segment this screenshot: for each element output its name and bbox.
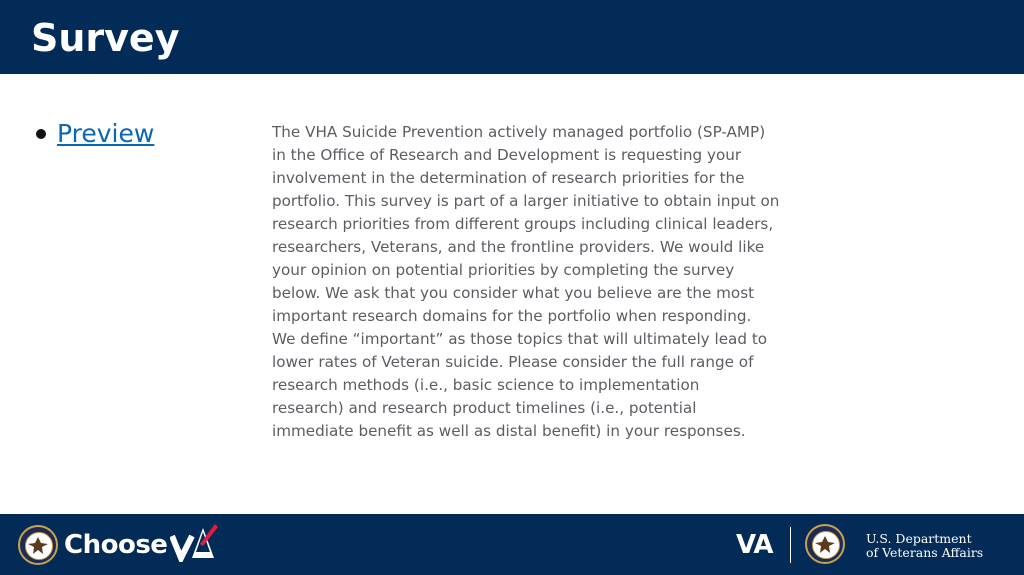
description-line: research) and research product timelines (i.e., potential: [272, 399, 697, 417]
va-logo-mark: VA: [736, 530, 773, 560]
description-line: research priorities from different groups including clinical leaders,: [272, 215, 774, 233]
description-line: below. We ask that you consider what you believe are the most: [272, 284, 755, 302]
description-line: involvement in the determination of research priorities for the: [272, 169, 745, 187]
bullet-list-item: [36, 118, 154, 150]
description-line: lower rates of Veteran suicide. Please consider the full range of: [272, 353, 754, 371]
choose-va-logo-text: Choose: [64, 530, 168, 560]
header-bar: [0, 0, 1024, 74]
description-line: in the Office of Research and Development is requesting your: [272, 146, 742, 164]
bullet-dot: [36, 129, 46, 139]
survey-description: [272, 121, 780, 443]
description-line: We define “important” as those topics that will ultimately lead to: [272, 330, 768, 348]
description-line: research methods (i.e., basic science to implementation: [272, 376, 700, 394]
department-line-2: of Veterans Affairs: [866, 545, 984, 560]
choose-va-logo-mark: [170, 522, 220, 562]
description-line: The VHA Suicide Prevention actively managed portfolio (SP-AMP): [272, 123, 766, 141]
description-line: portfolio. This survey is part of a larger initiative to obtain input on: [272, 192, 780, 210]
logo-divider: [790, 527, 791, 563]
preview-link[interactable]: Preview: [57, 119, 155, 148]
department-line-1: U.S. Department: [866, 531, 972, 546]
description-line: immediate benefit as well as distal benefit) in your responses.: [272, 422, 746, 440]
department-name: [866, 532, 983, 560]
description-line: important research domains for the portfolio when responding.: [272, 307, 752, 325]
description-line: your opinion on potential priorities by completing the survey: [272, 261, 735, 279]
va-seal-icon: [805, 524, 845, 564]
page-title: Survey: [31, 16, 180, 60]
description-line: researchers, Veterans, and the frontline providers. We would like: [272, 238, 765, 256]
va-seal-icon: [18, 525, 58, 565]
